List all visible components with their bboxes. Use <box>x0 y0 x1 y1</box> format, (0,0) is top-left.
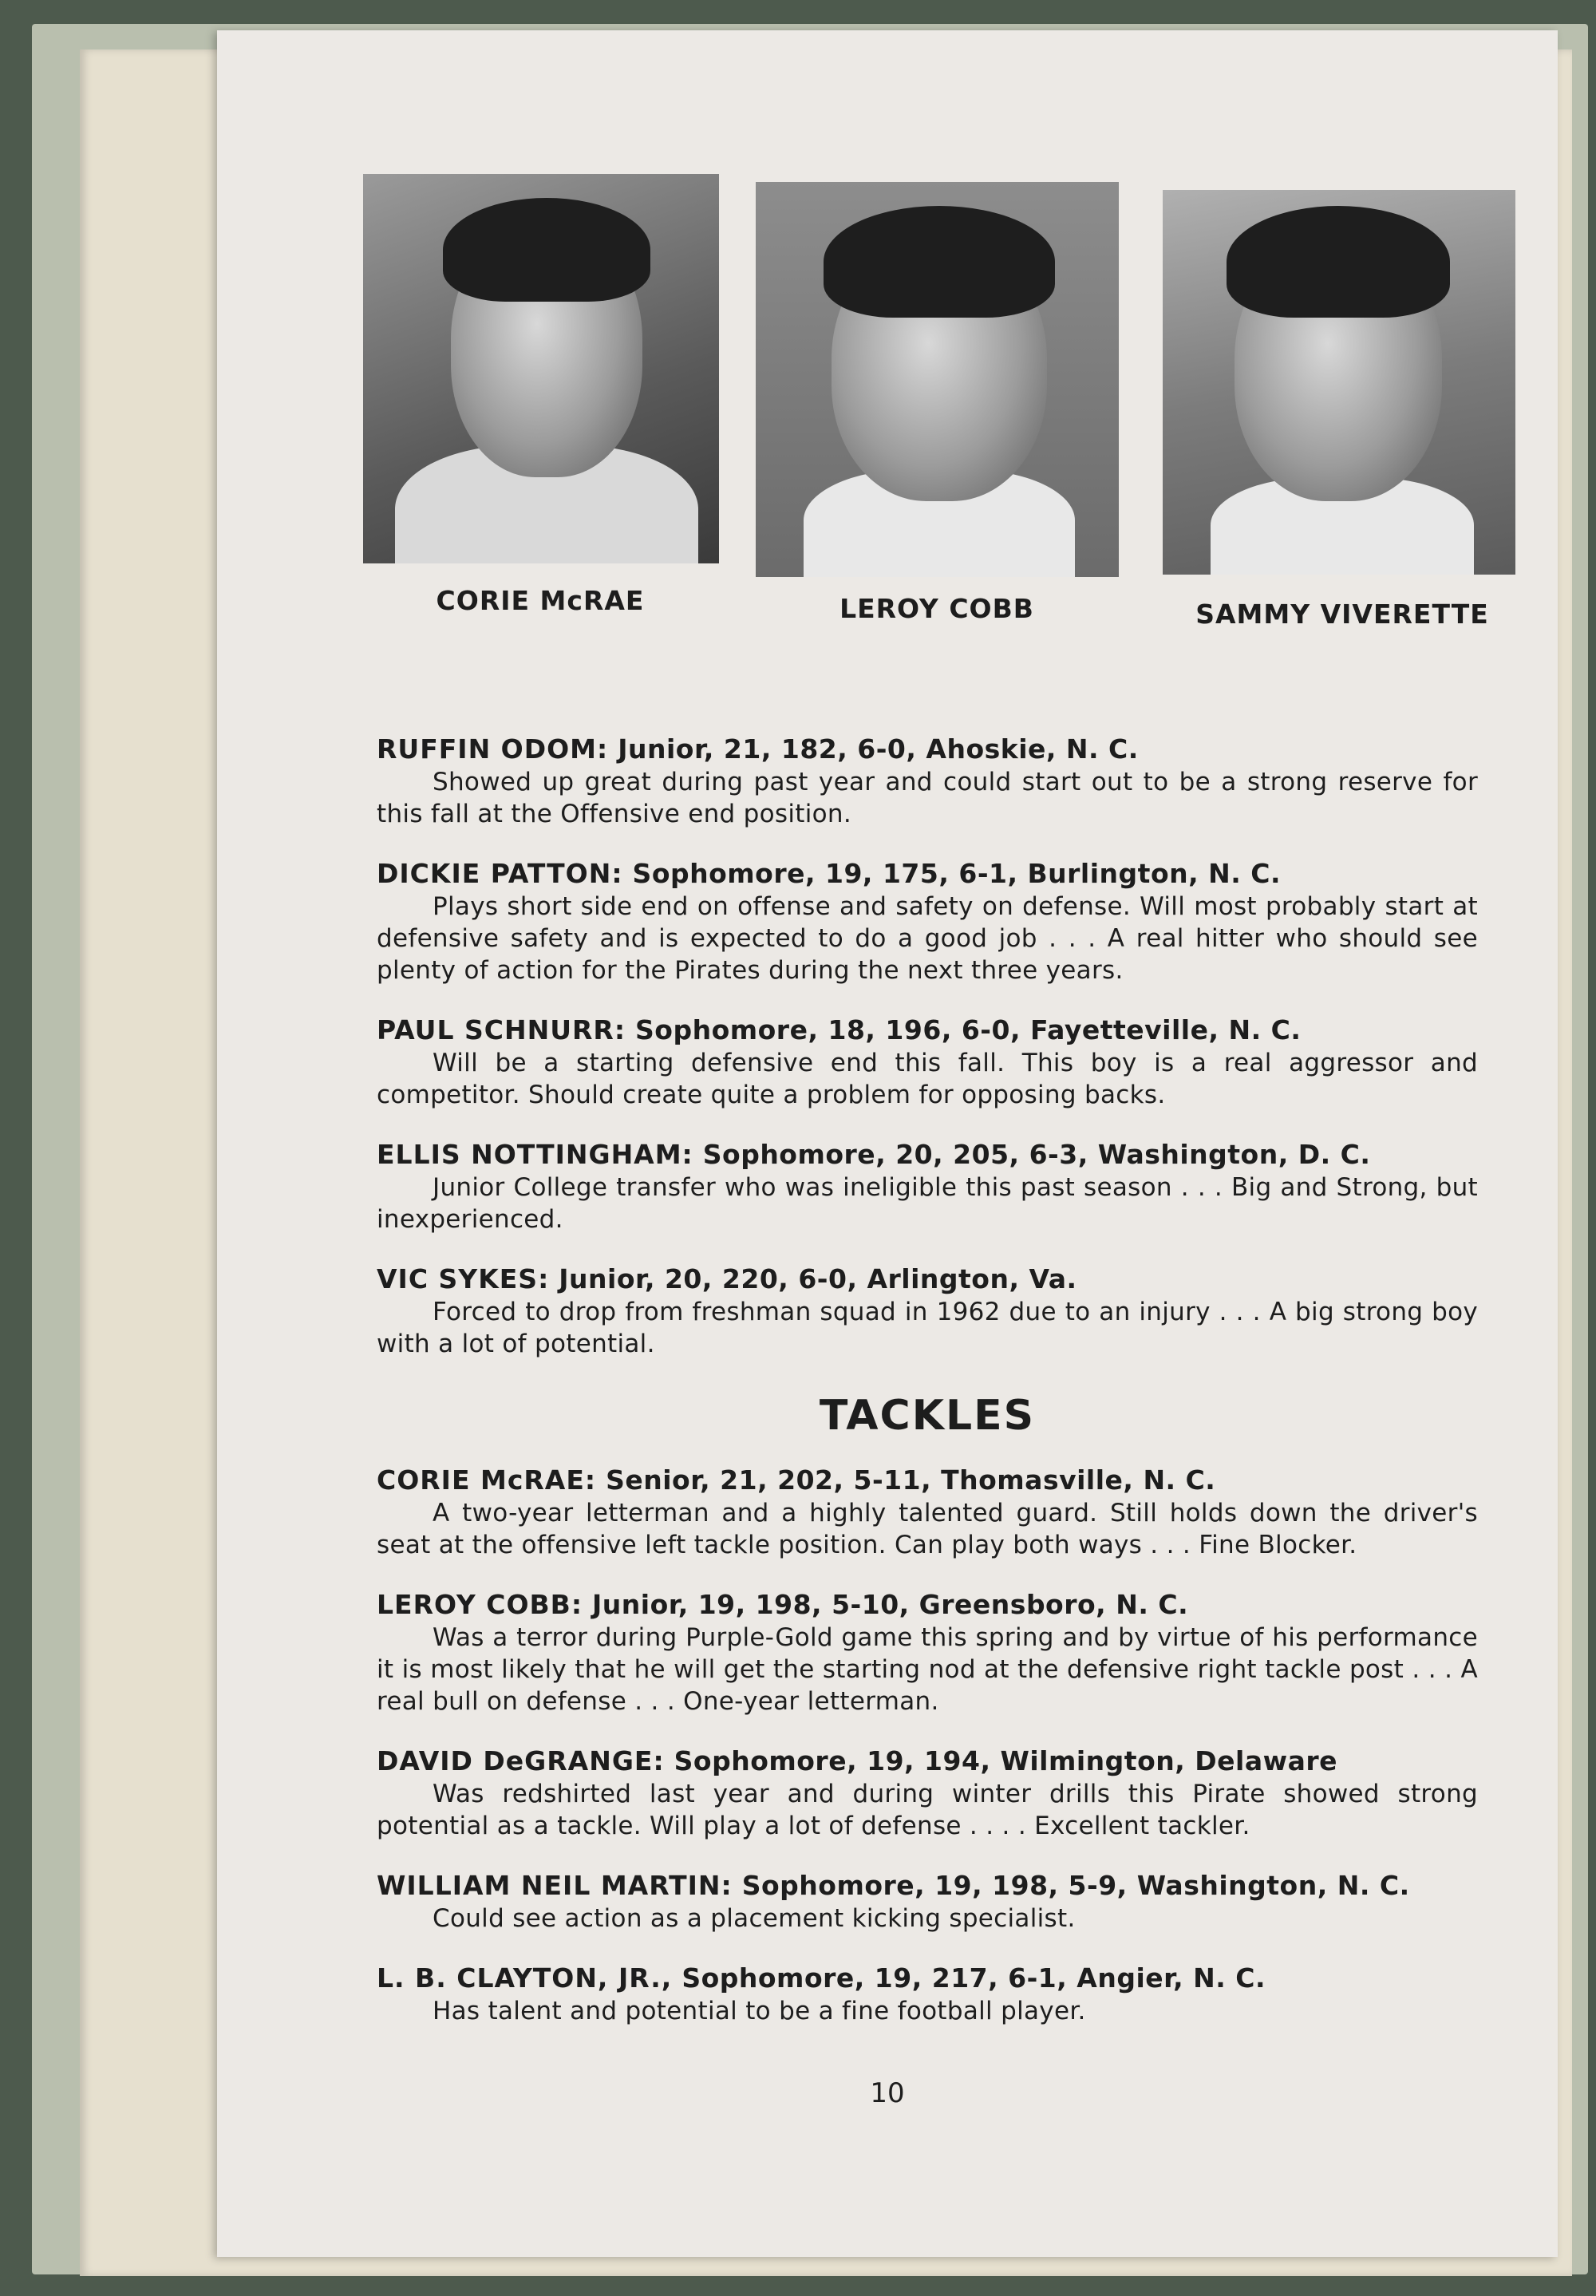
section-title-tackles: TACKLES <box>819 1392 1036 1440</box>
roster-text <box>377 733 1478 2054</box>
player-description: Has talent and potential to be a fine football player. <box>433 1997 1086 2025</box>
player-description: Forced to drop from freshman squad in 1962 due to an injury . . . A big strong boy with a lot of potential. <box>377 1298 1478 1358</box>
player-name: ELLIS NOTTINGHAM: <box>377 1139 693 1170</box>
player-details: Junior, 20, 220, 6-0, Arlington, Va. <box>549 1263 1077 1294</box>
player-details: Senior, 21, 202, 5-11, Thomasville, N. C. <box>596 1464 1216 1496</box>
player-description: Was a terror during Purple-Gold game this spring and by virtue of his performance it is most likely that he will get the starting nod at the defensive right tackle post . . . A real bull on defense . . . One-year letterman. <box>377 1623 1478 1716</box>
player-name: WILLIAM NEIL MARTIN: <box>377 1870 733 1901</box>
player-entry <box>377 1138 1478 1235</box>
player-entry <box>377 1263 1478 1360</box>
player-description: A two-year letterman and a highly talented guard. Still holds down the driver's seat at the offensive left tackle position. Can play both ways . . . Fine Blocker. <box>377 1499 1478 1559</box>
player-name: CORIE McRAE: <box>377 1464 597 1496</box>
player-description: Will be a starting defensive end this fall. This boy is a real aggressor and competitor. Should create quite a problem for opposing backs. <box>377 1049 1478 1109</box>
player-description: Junior College transfer who was ineligible this past season . . . Big and Strong, but inexperienced. <box>377 1173 1478 1234</box>
player-entry-heading <box>377 733 1478 766</box>
player-entry-heading <box>377 857 1478 891</box>
player-details: Sophomore, 20, 205, 6-3, Washington, D. C. <box>693 1139 1371 1170</box>
player-entry-heading <box>377 1263 1478 1296</box>
photo-caption-2: LEROY COBB <box>839 593 1034 624</box>
player-entry <box>377 857 1478 986</box>
player-entry <box>377 1014 1478 1111</box>
player-details: Junior, 21, 182, 6-0, Ahoskie, N. C. <box>608 733 1139 765</box>
player-entry-heading <box>377 1745 1478 1778</box>
player-photo-sammy-viverette <box>1163 190 1515 575</box>
player-name: DAVID DeGRANGE: <box>377 1745 665 1776</box>
player-entry <box>377 1588 1478 1717</box>
player-photo-corie-mcrae <box>363 174 719 563</box>
player-description: Showed up great during past year and could start out to be a strong reserve for this fall at the Offensive end position. <box>377 768 1478 828</box>
page-number: 10 <box>870 2077 905 2109</box>
player-entry <box>377 1962 1478 2027</box>
player-name: VIC SYKES: <box>377 1263 550 1294</box>
player-photo-leroy-cobb <box>756 182 1119 577</box>
player-entry <box>377 1745 1478 1842</box>
player-entry-heading <box>377 1464 1478 1497</box>
player-entry-heading <box>377 1962 1478 1995</box>
player-details: Sophomore, 19, 194, Wilmington, Delaware <box>664 1745 1338 1776</box>
player-entry-heading <box>377 1138 1478 1172</box>
player-name: PAUL SCHNURR: <box>377 1014 626 1045</box>
player-name: RUFFIN ODOM: <box>377 733 609 765</box>
player-entry <box>377 733 1478 830</box>
player-name: L. B. CLAYTON, JR., <box>377 1962 673 1994</box>
player-name: DICKIE PATTON: <box>377 858 623 889</box>
player-description: Could see action as a placement kicking specialist. <box>433 1904 1076 1933</box>
player-entry-heading <box>377 1588 1478 1622</box>
player-entry <box>377 1869 1478 1934</box>
player-entry-heading <box>377 1014 1478 1047</box>
player-details: Sophomore, 19, 217, 6-1, Angier, N. C. <box>672 1962 1266 1994</box>
photo-caption-3: SAMMY VIVERETTE <box>1195 599 1489 630</box>
tackles-list <box>377 1464 1478 2027</box>
player-details: Junior, 19, 198, 5-10, Greensboro, N. C. <box>583 1589 1189 1620</box>
player-entry <box>377 1464 1478 1561</box>
player-details: Sophomore, 19, 175, 6-1, Burlington, N. C. <box>622 858 1282 889</box>
player-description: Plays short side end on offense and safety on defense. Will most probably start at defensive safety and is expected to do a good job . . . A real hitter who should see plenty of action for the Pirates during the next three years. <box>377 892 1478 985</box>
player-description: Was redshirted last year and during winter drills this Pirate showed strong potential as a tackle. Will play a lot of defense . . . . Excellent tackler. <box>377 1780 1478 1840</box>
photo-caption-1: CORIE McRAE <box>436 585 645 616</box>
player-name: LEROY COBB: <box>377 1589 583 1620</box>
player-details: Sophomore, 18, 196, 6-0, Fayetteville, N. C. <box>626 1014 1302 1045</box>
player-details: Sophomore, 19, 198, 5-9, Washington, N. C. <box>732 1870 1410 1901</box>
booklet-page <box>217 30 1558 2257</box>
player-entry-heading <box>377 1869 1478 1903</box>
ends-list <box>377 733 1478 1360</box>
